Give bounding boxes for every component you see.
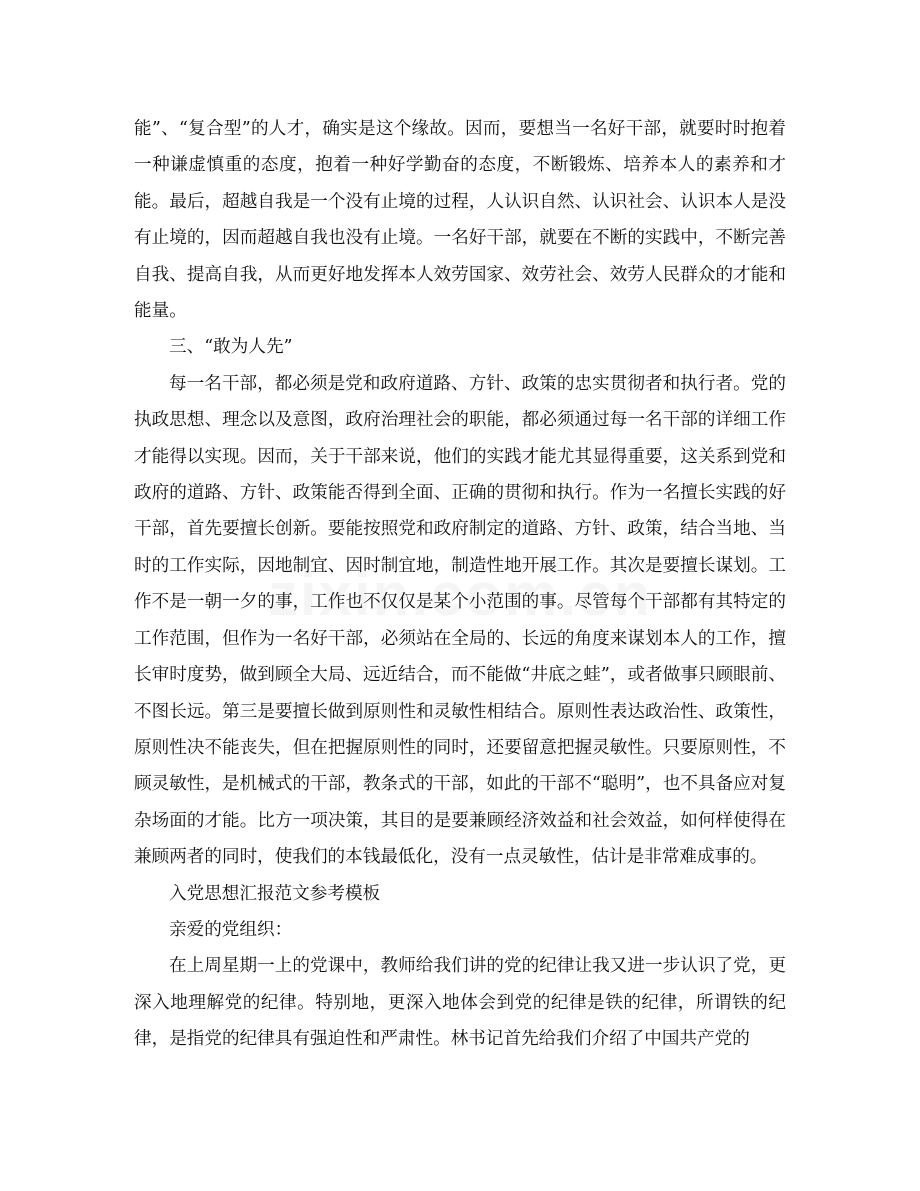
paragraph-body: 在上周星期一上的党课中，教师给我们讲的党的纪律让我又进一步认识了党，更深入地理解党的纪律。特别地，更深入地体会到党的纪律是铁的纪律，所谓铁的纪律，是指党的纪律具有强迫性和严肃性。林书记首先给我们介绍了中国共产党的: [134, 956, 786, 1050]
paragraph-body: 每一名干部，都必须是党和政府道路、方针、政策的忠实贯彻者和执行者。党的执政思想、理念以及意图，政府治理社会的职能，都必须通过每一名干部的详细工作才能得以实现。因而，关于干部来说，他们的实践才能尤其显得重要，这关系到党和政府的道路、方针、政策能否得到全面、正确的贯彻和执行。作为一名擅长实践的好干部，首先要擅长创新。要能按照党和政府制定的道路、方针、政策，结合当地、当时的工作实际，因地制宜、因时制宜地，制造性地开展工作。其次是要擅长谋划。工作不是一朝一夕的事，工作也不仅仅是某个小范围的事。尽管每个干部都有其特定的工作范围，但作为一名好干部，必须站在全局的、长远的角度来谋划本人的工作，擅长审时度势，做到顾全大局、远近结合，而不能做“井底之蛙”，或者做事只顾眼前、不图长远。第三是要擅长做到原则性和灵敏性相结合。原则性表达政治性、政策性，原则性决不能丧失，但在把握原则性的同时，还要留意把握灵敏性。只要原则性，不顾灵敏性，是机械式的干部，教条式的干部，如此的干部不“聪明”，也不具备应对复杂场面的才能。比方一项决策，其目的是要兼顾经济效益和社会效益，如何样使得在兼顾两者的同时，使我们的本钱最低化，没有一点灵敏性，估计是非常难成事的。: [134, 373, 786, 868]
document-page: [134, 111, 786, 1058]
section-heading-3: 三、“敢为人先”: [169, 337, 293, 358]
document-subtitle: 入党思想汇报范文参考模板: [169, 883, 381, 904]
paragraph-continuation: 能”、“复合型”的人才，确实是这个缘故。因而，要想当一名好干部，就要时时抱着一种谦虚慎重的态度，抱着一种好学勤奋的态度，不断锻炼、培养本人的素养和才能。最后，超越自我是一个没有止境的过程，人认识自然、认识社会、认识本人是没有止境的，因而超越自我也没有止境。一名好干部，就要在不断的实践中，不断完善自我、提高自我，从而更好地发挥本人效劳国家、效劳社会、效劳人民群众的才能和能量。: [134, 119, 786, 322]
salutation: 亲爱的党组织：: [169, 919, 293, 940]
